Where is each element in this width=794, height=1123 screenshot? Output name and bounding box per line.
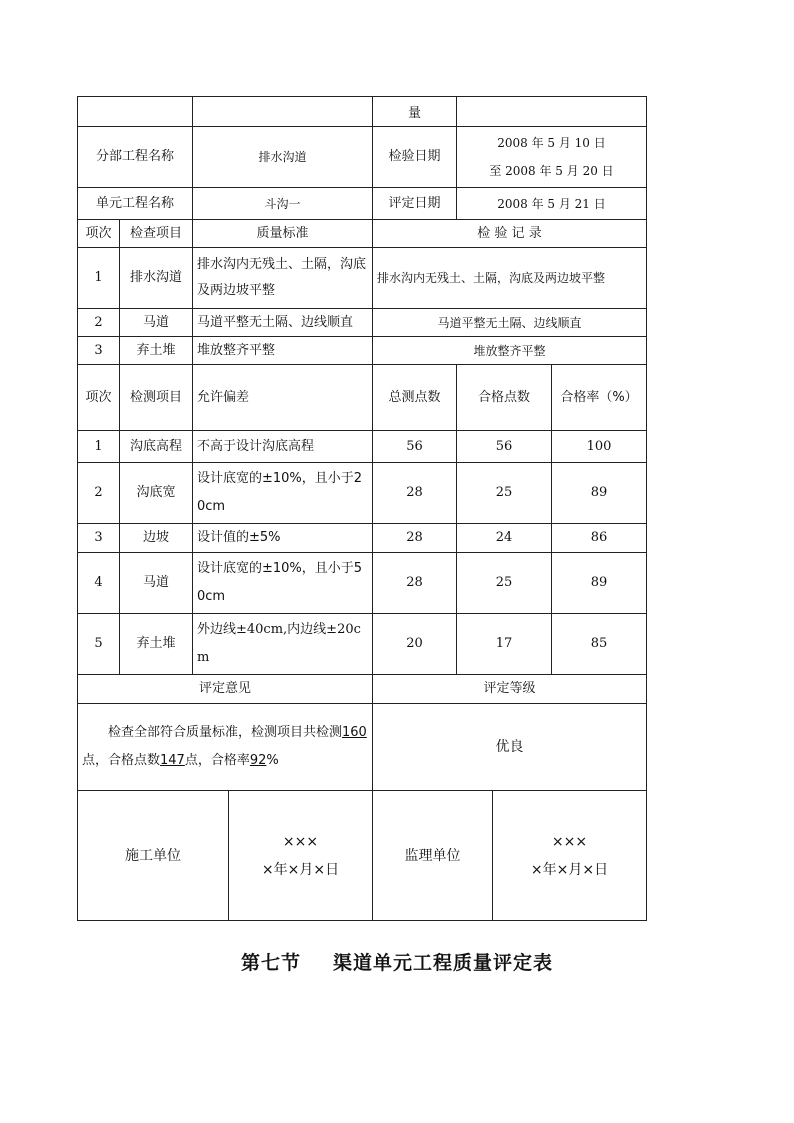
measure-total: 56 [373,431,457,463]
total-points-value: 160 [342,725,367,740]
check-item: 排水沟道 [120,248,193,309]
measure-row [78,614,647,675]
pass-rate-value: 92 [249,753,267,768]
measure-rate: 89 [552,553,647,614]
check-no-header: 项次 [78,220,120,248]
measure-no: 1 [78,431,120,463]
opinion-text-c: 点，合格率 [184,753,250,768]
grade-label: 评定等级 [373,675,647,704]
check-record: 排水沟内无残土、土隔，沟底及两边坡平整 [373,248,647,309]
construction-name: ××× [282,833,319,850]
supervision-signature [493,791,647,921]
construction-date: ×年×月×日 [261,861,340,878]
measure-pass: 17 [457,614,552,675]
measure-pass: 25 [457,463,552,524]
measure-tolerance: 设计底宽的±10%，且小于20cm [193,463,373,524]
measure-total: 20 [373,614,457,675]
measure-item: 边坡 [120,524,193,553]
blank-cell [457,97,647,127]
check-item: 弃土堆 [120,337,193,365]
measure-item-header: 检测项目 [120,365,193,431]
inspect-date-start: 2008 年 5 月 10 日 [497,136,606,150]
measure-item: 弃土堆 [120,614,193,675]
check-no: 2 [78,309,120,337]
eval-date-label: 评定日期 [373,188,457,220]
unit-label: 单元工程名称 [78,188,193,220]
section-number: 第七节 [240,952,301,974]
measure-total: 28 [373,553,457,614]
evaluation-form [77,96,646,921]
evaluation-row [78,704,647,791]
measure-item: 沟底宽 [120,463,193,524]
check-row [78,337,647,365]
check-record-header: 检 验 记 录 [373,220,647,248]
measure-tolerance: 外边线±40cm,内边线±20cm [193,614,373,675]
check-standard: 堆放整齐平整 [193,337,373,365]
unit-row [78,188,647,220]
part-value: 排水沟道 [193,127,373,188]
grade-value: 优良 [373,704,647,791]
opinion-text-a: 检查全部符合质量标准，检测项目共检测 [108,725,343,740]
construction-unit-label: 施工单位 [78,791,229,921]
inspect-date-end: 至 2008 年 5 月 20 日 [489,164,614,178]
measure-header-row [78,365,647,431]
measure-total: 28 [373,463,457,524]
part-label: 分部工程名称 [78,127,193,188]
quality-table [77,96,647,791]
measure-pass: 56 [457,431,552,463]
measure-rate: 100 [552,431,647,463]
part-row [78,127,647,188]
measure-tolerance: 设计值的±5% [193,524,373,553]
check-row [78,309,647,337]
measure-pass: 25 [457,553,552,614]
measure-item: 沟底高程 [120,431,193,463]
supervision-unit-label: 监理单位 [373,791,493,921]
opinion-text-b: 点，合格点数 [82,753,161,768]
inspect-date-value [457,127,647,188]
measure-no: 5 [78,614,120,675]
inspect-date-label: 检验日期 [373,127,457,188]
opinion-label: 评定意见 [78,675,373,704]
measure-no-header: 项次 [78,365,120,431]
opinion-text [78,704,373,791]
check-record: 马道平整无土隔、边线顺直 [373,309,647,337]
check-item-header: 检查项目 [120,220,193,248]
evaluation-header-row [78,675,647,704]
measure-row [78,524,647,553]
pass-rate-header: 合格率（%） [552,365,647,431]
check-standard-header: 质量标准 [193,220,373,248]
blank-cell [193,97,373,127]
continued-label: 量 [373,97,457,127]
unit-value: 斗沟一 [193,188,373,220]
measure-no: 2 [78,463,120,524]
signature-row [78,791,647,921]
measure-rate: 85 [552,614,647,675]
check-standard: 排水沟内无残土、土隔，沟底及两边坡平整 [193,248,373,309]
measure-rate: 86 [552,524,647,553]
pass-points-value: 147 [160,753,185,768]
measure-no: 4 [78,553,120,614]
eval-date-value: 2008 年 5 月 21 日 [457,188,647,220]
measure-row [78,431,647,463]
measure-total: 28 [373,524,457,553]
measure-row [78,463,647,524]
measure-rate: 89 [552,463,647,524]
tolerance-header: 允许偏差 [193,365,373,431]
check-item: 马道 [120,309,193,337]
header-continuation-row [78,97,647,127]
check-row [78,248,647,309]
section-name: 渠道单元工程质量评定表 [333,952,554,974]
check-record: 堆放整齐平整 [373,337,647,365]
signature-table [77,791,647,921]
check-header-row [78,220,647,248]
supervision-name: ××× [551,833,588,850]
check-no: 3 [78,337,120,365]
total-points-header: 总测点数 [373,365,457,431]
check-no: 1 [78,248,120,309]
check-standard: 马道平整无土隔、边线顺直 [193,309,373,337]
pass-points-header: 合格点数 [457,365,552,431]
section-title [0,948,794,975]
construction-signature [229,791,373,921]
measure-row [78,553,647,614]
blank-cell [78,97,193,127]
opinion-text-d: % [266,753,279,768]
supervision-date: ×年×月×日 [530,861,609,878]
measure-pass: 24 [457,524,552,553]
measure-tolerance: 设计底宽的±10%，且小于50cm [193,553,373,614]
measure-tolerance: 不高于设计沟底高程 [193,431,373,463]
measure-no: 3 [78,524,120,553]
measure-item: 马道 [120,553,193,614]
